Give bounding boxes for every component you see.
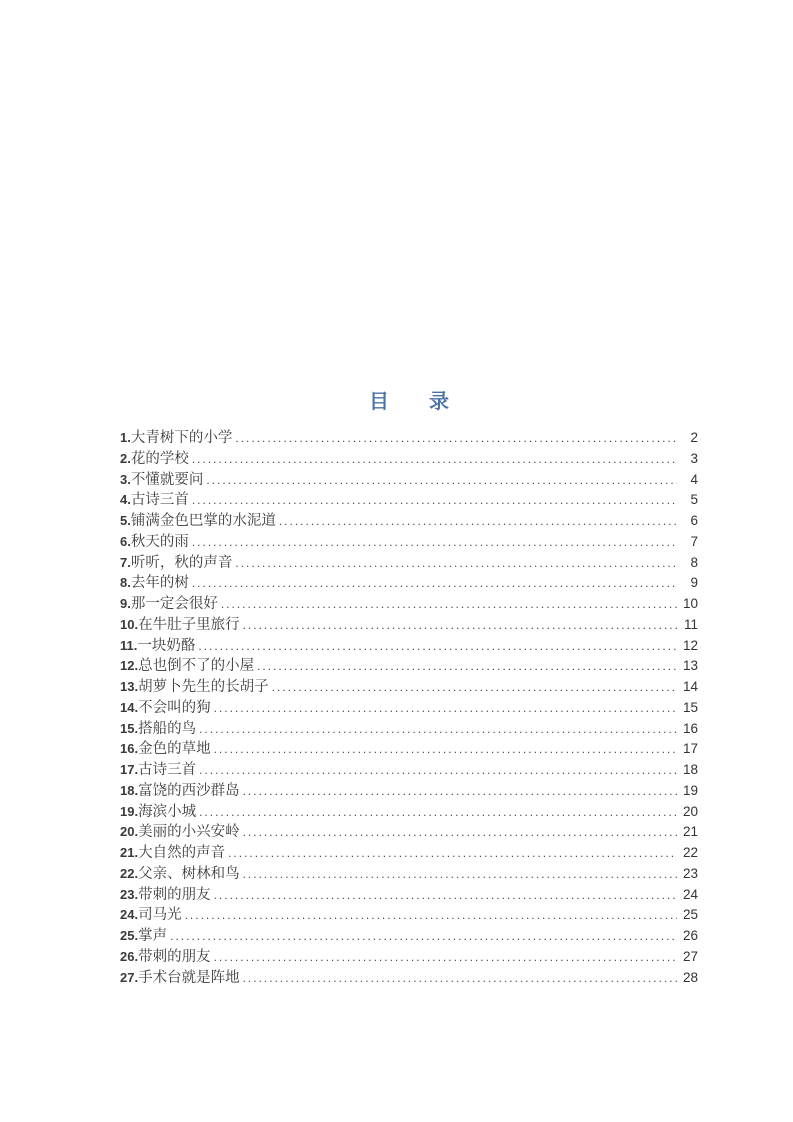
- toc-entry-page-number: 7: [690, 533, 698, 549]
- toc-entry-number: 25.: [120, 928, 139, 943]
- toc-entry-number: 16.: [120, 741, 139, 757]
- toc-entry-title: 带刺的朋友: [138, 948, 211, 965]
- toc-entry-page-number: 12: [682, 637, 698, 653]
- toc-entry[interactable]: [120, 677, 698, 698]
- toc-entry-page-number: 23: [682, 865, 698, 881]
- toc-entry[interactable]: [120, 511, 698, 532]
- toc-dot-leader: [243, 781, 677, 802]
- toc-entry-title: 美丽的小兴安岭: [138, 824, 240, 841]
- toc-entry[interactable]: [120, 573, 698, 594]
- toc-entry-title: 大青树下的小学: [130, 430, 233, 446]
- toc-entry-page-number: 26: [682, 928, 698, 943]
- toc-entry-title: 听听，秋的声音: [130, 554, 233, 571]
- toc-entry-page-number: 6: [690, 513, 698, 528]
- toc-entry-number: 21.: [120, 845, 139, 860]
- toc-entry-page-number: 8: [690, 554, 698, 570]
- toc-entry[interactable]: [120, 656, 698, 677]
- toc-dot-leader: [243, 864, 677, 885]
- toc-entry-page-number: 3: [690, 450, 698, 466]
- toc-dot-leader: [257, 656, 677, 677]
- toc-entry-page-number: 18: [682, 762, 698, 777]
- toc-dot-leader: [192, 573, 677, 594]
- toc-dot-leader: [235, 428, 677, 449]
- toc-entry-title: 父亲、树林和鸟: [138, 865, 240, 882]
- toc-entry-title: 不懂就要问: [130, 471, 204, 488]
- toc-entry-number: 22.: [120, 865, 139, 881]
- toc-dot-leader: [221, 594, 677, 615]
- toc-entry-number: 5.: [120, 513, 131, 528]
- toc-dot-leader: [170, 926, 677, 947]
- toc-entry-title: 金色的草地: [138, 741, 211, 758]
- toc-dot-leader: [199, 719, 677, 740]
- toc-entry-number: 1.: [120, 430, 131, 445]
- toc-entry-title: 海滨小城: [138, 803, 197, 820]
- toc-dot-leader: [198, 636, 677, 657]
- toc-entry-number: 10.: [120, 616, 139, 632]
- toc-entry[interactable]: [120, 905, 698, 926]
- toc-entry[interactable]: [120, 636, 698, 657]
- toc-entry-page-number: 25: [682, 907, 698, 923]
- toc-dot-leader: [192, 490, 677, 511]
- toc-dot-leader: [206, 470, 677, 491]
- toc-entry-page-number: 5: [690, 492, 698, 508]
- toc-entry-title: 富饶的西沙群岛: [138, 782, 240, 799]
- toc-entry[interactable]: [120, 760, 698, 781]
- toc-dot-leader: [214, 739, 677, 760]
- toc-entry-page-number: 15: [682, 699, 698, 715]
- toc-entry-page-number: 20: [682, 803, 698, 819]
- toc-entry-number: 20.: [120, 824, 139, 840]
- toc-dot-leader: [243, 615, 677, 636]
- toc-entry-number: 13.: [120, 679, 139, 694]
- toc-entry-number: 12.: [120, 658, 139, 674]
- table-of-contents: [120, 389, 698, 988]
- toc-entry-page-number: 27: [682, 948, 698, 964]
- toc-entry-page-number: 28: [682, 969, 698, 985]
- toc-entry-number: 27.: [120, 969, 139, 985]
- toc-entry-number: 17.: [120, 762, 139, 777]
- toc-entry-title: 铺满金色巴掌的水泥道: [130, 513, 276, 529]
- toc-entry-number: 2.: [120, 450, 131, 466]
- toc-entry[interactable]: [120, 926, 698, 947]
- toc-dot-leader: [199, 760, 677, 781]
- toc-entry-page-number: 11: [683, 616, 698, 632]
- toc-entry-number: 4.: [120, 492, 131, 508]
- toc-list: [120, 428, 698, 988]
- toc-entry-page-number: 19: [682, 782, 698, 798]
- toc-entry-title: 带刺的朋友: [138, 886, 211, 903]
- toc-entry-title: 花的学校: [130, 450, 189, 467]
- toc-entry-page-number: 24: [682, 886, 698, 902]
- toc-entry-number: 14.: [120, 699, 139, 715]
- toc-entry-page-number: 2: [690, 430, 698, 445]
- toc-entry-number: 24.: [120, 907, 139, 923]
- toc-entry[interactable]: [120, 864, 698, 885]
- toc-entry-page-number: 22: [682, 845, 698, 860]
- toc-entry[interactable]: [120, 532, 698, 553]
- toc-dot-leader: [192, 449, 677, 470]
- toc-entry[interactable]: [120, 698, 698, 719]
- toc-entry[interactable]: [120, 802, 698, 823]
- toc-entry-title: 胡萝卜先生的长胡子: [138, 679, 269, 695]
- toc-entry-page-number: 21: [682, 824, 698, 840]
- toc-dot-leader: [199, 802, 677, 823]
- toc-entry-number: 11.: [120, 637, 138, 653]
- toc-entry-title: 搭船的鸟: [138, 720, 197, 737]
- toc-entry-title: 总也倒不了的小屋: [138, 658, 255, 675]
- toc-entry[interactable]: [120, 843, 698, 864]
- toc-entry[interactable]: [120, 719, 698, 740]
- toc-entry-page-number: 16: [682, 720, 698, 736]
- toc-entry[interactable]: [120, 947, 698, 968]
- toc-entry[interactable]: [120, 968, 698, 989]
- toc-entry-number: 19.: [120, 803, 139, 819]
- toc-dot-leader: [243, 822, 677, 843]
- toc-dot-leader: [192, 532, 677, 553]
- toc-dot-leader: [228, 843, 677, 864]
- toc-entry[interactable]: [120, 449, 698, 470]
- toc-entry-title: 大自然的声音: [138, 845, 226, 861]
- toc-entry[interactable]: [120, 553, 698, 574]
- toc-dot-leader: [279, 511, 677, 532]
- toc-entry-title: 手术台就是阵地: [138, 969, 240, 986]
- toc-entry-page-number: 10: [682, 596, 698, 611]
- toc-entry-page-number: 9: [690, 575, 698, 591]
- toc-entry[interactable]: [120, 470, 698, 491]
- toc-entry-title: 去年的树: [130, 575, 189, 592]
- toc-entry-number: 26.: [120, 948, 139, 964]
- toc-entry[interactable]: [120, 594, 698, 615]
- toc-entry-title: 一块奶酪: [137, 637, 196, 654]
- toc-entry[interactable]: [120, 885, 698, 906]
- toc-entry-page-number: 17: [682, 741, 698, 757]
- toc-entry-number: 18.: [120, 782, 139, 798]
- toc-entry-number: 7.: [120, 554, 131, 570]
- toc-dot-leader: [235, 553, 677, 574]
- toc-entry-title: 不会叫的狗: [138, 699, 211, 716]
- toc-dot-leader: [214, 947, 677, 968]
- toc-entry-title: 秋天的雨: [130, 533, 189, 550]
- toc-entry-page-number: 13: [682, 658, 698, 674]
- toc-entry[interactable]: [120, 428, 698, 449]
- toc-entry-number: 15.: [120, 720, 139, 736]
- toc-entry[interactable]: [120, 781, 698, 802]
- toc-dot-leader: [185, 905, 677, 926]
- toc-entry-number: 3.: [120, 471, 131, 487]
- toc-dot-leader: [243, 968, 677, 989]
- toc-entry[interactable]: [120, 615, 698, 636]
- toc-entry-title: 在牛肚子里旅行: [138, 616, 240, 633]
- toc-entry-number: 6.: [120, 533, 131, 549]
- toc-entry-number: 23.: [120, 886, 139, 902]
- toc-entry[interactable]: [120, 739, 698, 760]
- toc-entry[interactable]: [120, 822, 698, 843]
- toc-dot-leader: [272, 677, 677, 698]
- toc-entry-title: 古诗三首: [138, 762, 197, 778]
- toc-heading: 目 录: [369, 391, 449, 413]
- toc-dot-leader: [214, 698, 677, 719]
- toc-entry-title: 那一定会很好: [130, 596, 218, 612]
- toc-entry-page-number: 4: [690, 471, 698, 487]
- toc-dot-leader: [214, 885, 677, 906]
- toc-entry-title: 司马光: [138, 907, 182, 924]
- toc-entry[interactable]: [120, 490, 698, 511]
- toc-entry-title: 掌声: [138, 928, 168, 944]
- toc-entry-number: 9.: [120, 596, 131, 611]
- toc-entry-number: 8.: [120, 575, 131, 591]
- toc-entry-title: 古诗三首: [130, 492, 189, 509]
- toc-entry-page-number: 14: [682, 679, 698, 694]
